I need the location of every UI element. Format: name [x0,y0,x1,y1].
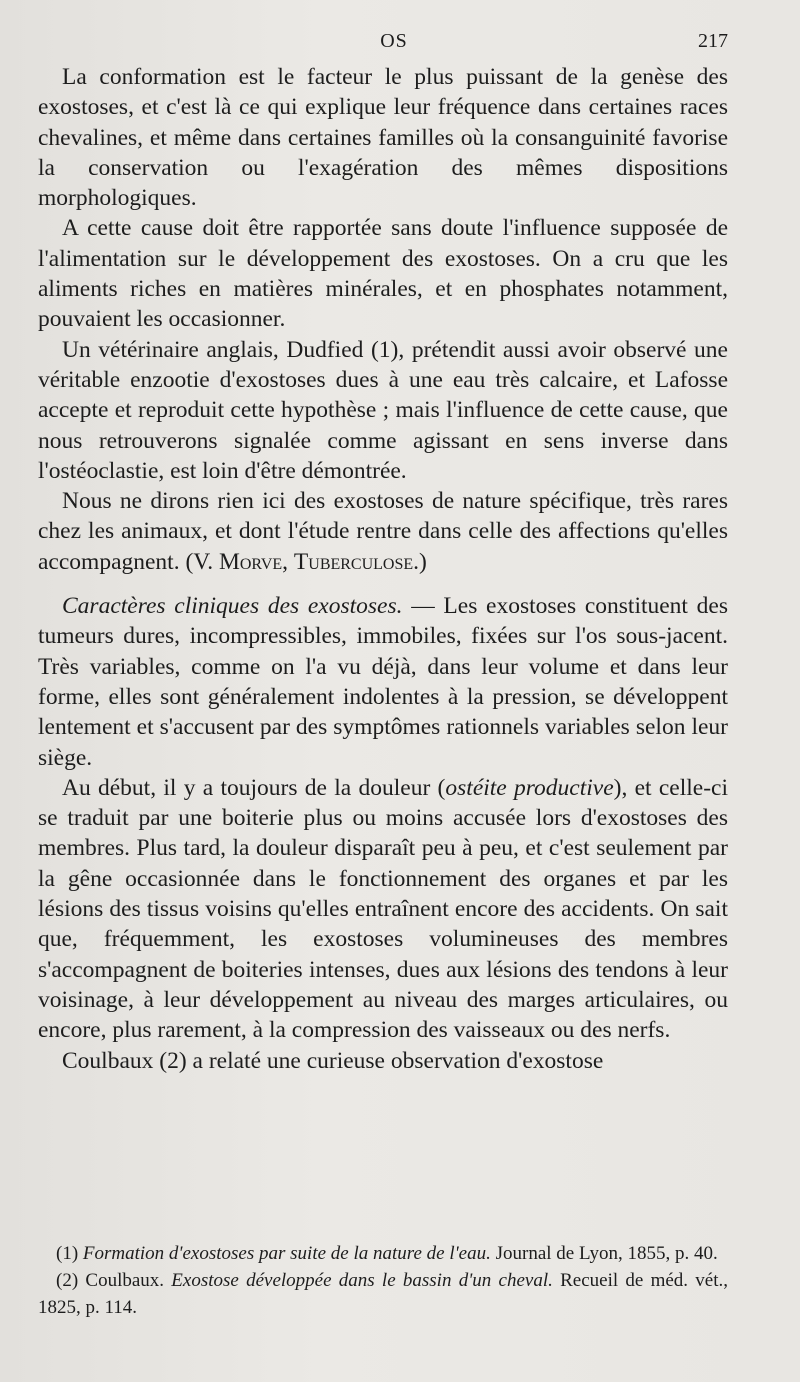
separator: , [282,548,294,575]
paragraph-text: — Les exostoses constituent des tumeurs dures, incompressibles, immobiles, fixées sur l'os sous-jacent. Très variables, comme on l'a vu déjà, dans leur volume et dans leur forme, elles sont généralement indolentes à la pression, se développent lentement et s'accusent par des symptômes rationnels variables selon leur siège. [38,593,728,771]
paragraph-dudfied: Un vétérinaire anglais, Dudfied (1), prétendit aussi avoir observé une véritable enzootie d'exostoses dues à une eau très calcaire, et Lafosse accepte et reproduit cette hypothèse ; mais l'influence de cette cause, que nous retrouverons signalée comme agissant en sens inverse dans l'ostéoclastie, est loin d'être démontrée. [38,336,728,484]
footnote-title: Formation d'exostoses par suite de la nature de l'eau. [82,1243,491,1264]
paragraph-text: Nous ne dirons rien ici des exostoses de nature spécifique, très rares chez les animaux, et dont l'étude rentre dans celle des affections qu'elles accompagnent. (V. [38,488,728,575]
footnotes [38,1240,728,1321]
footnote-marker: (2) Coulbaux. [56,1270,172,1291]
footnote-source: Recueil de méd. vét., 1825, p. 114. [38,1270,728,1318]
paragraph-conformation: La conformation est le facteur le plus puissant de la genèse des exostoses, et c'est là ce qui explique leur fréquence dans certaines races chevalines, et même dans certaines familles où la consanguinité favorise la conservation ou l'exagération des mêmes dispositions morphologiques. [38,64,728,212]
running-head: OS [380,30,408,52]
cross-reference-tuberculose: Tuberculose [293,548,414,575]
paragraph-alimentation: A cette cause doit être rapportée sans doute l'influence supposée de l'alimentation sur le développement des exostoses. On a cru que les aliments riches en matières minérales, et en phosphates notamment, pouvaient les occasionner. [38,215,728,333]
italic-term: ostéite productive [445,774,614,801]
paragraph-text-end: ), et celle-ci se traduit par une boiterie plus ou moins accusée lors d'exostoses des membres. Plus tard, la douleur disparaît peu à peu, et c'est seulement par la gêne occasionnée dans le fonctionnement des organes et par les lésions des tissus voisins qu'elles entraînent encore des accidents. On sait que, fréquemment, les exostoses volumineuses des membres s'accompagnent de boiteries intenses, dues aux lésions des tendons à leur voisinage, à leur développement au niveau des marges articulaires, ou encore, plus rarement, à la compression des vaisseaux ou des nerfs. [38,774,729,1044]
paragraph-text: Au début, il y a toujours de la douleur ( [62,774,446,801]
body-text [38,62,728,1076]
paragraph-coulbaux: Coulbaux (2) a relaté une curieuse observation d'exostose [62,1047,604,1074]
paragraph-clinical-characters [38,591,728,773]
footnote-title: Exostose développée dans le bassin d'un cheval. [171,1270,553,1291]
paragraph-debut [38,773,728,1046]
paragraph-specific-exostoses [38,486,728,577]
page-header [60,30,728,56]
footnote-1 [38,1240,728,1267]
footnote-marker: (1) [56,1243,83,1264]
page-number: 217 [698,30,728,52]
cross-reference-morve: Morve [218,548,283,575]
footnote-2 [38,1267,728,1321]
footnote-source: Journal de Lyon, 1855, p. 40. [490,1243,718,1264]
paragraph-text-end: .) [413,548,427,575]
section-heading: Caractères cliniques des exostoses. [62,593,403,620]
